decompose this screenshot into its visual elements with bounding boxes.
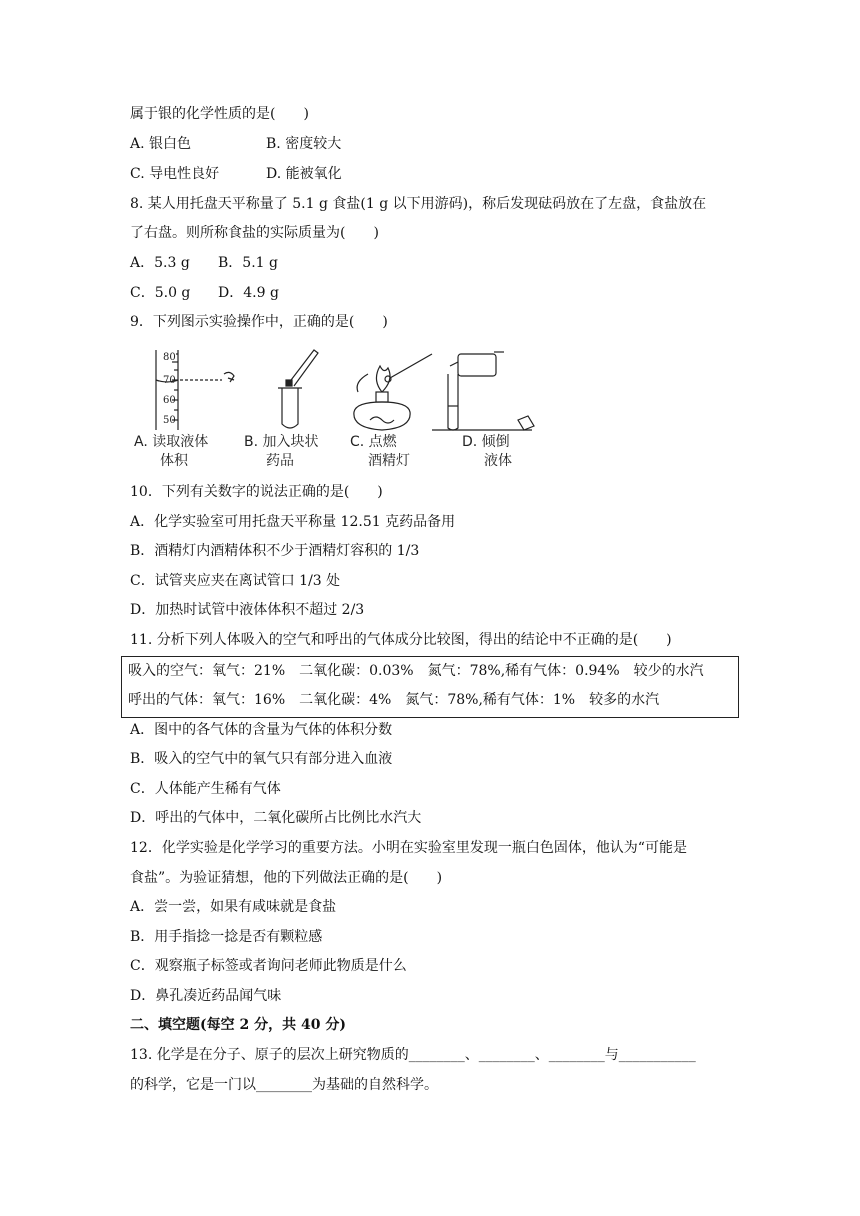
q9-figure <box>132 344 542 432</box>
q12-option-d: D．鼻孔凑近药品闻气味 <box>130 988 282 1004</box>
q10-option-c: C．试管夹应夹在离试管口 1/3 处 <box>130 573 341 589</box>
scale-mark-80: 80 <box>163 352 176 363</box>
section-heading: 二、填空题(每空 2 分，共 40 分) <box>130 1017 346 1033</box>
q13-stem-line2: 的科学，它是一门以________为基础的自然科学。 <box>130 1077 438 1093</box>
q7-option-b: B. 密度较大 <box>266 136 342 152</box>
q8-option-d: D．4.9 g <box>218 285 279 301</box>
test-tube-tweezers-icon <box>278 350 318 428</box>
q9-stem: 9．下列图示实验操作中，正确的是( ) <box>130 314 388 330</box>
q12-stem-line1: 12．化学实验是化学学习的重要方法。小明在实验室里发现一瓶白色固体，他认为“可能是 <box>130 840 687 856</box>
pouring-liquid-icon <box>432 352 534 430</box>
q11-inhaled-air-row: 吸入的空气：氧气：21% 二氧化碳：0.03% 氮气：78%,稀有气体：0.94% 较少的水汽 <box>128 663 704 679</box>
scale-mark-70: 70 <box>163 375 176 386</box>
q8-option-c: C．5.0 g <box>130 285 191 301</box>
q7-stem: 属于银的化学性质的是( ) <box>130 106 309 122</box>
q7-option-d: D. 能被氧化 <box>266 166 342 182</box>
q12-option-a: A．尝一尝，如果有咸味就是食盐 <box>130 899 337 915</box>
alcohol-lamp-icon <box>354 354 432 430</box>
q8-option-a: A．5.3 g <box>130 255 190 271</box>
scale-mark-60: 60 <box>163 395 176 406</box>
q9-caption-a-line2: 体积 <box>160 453 188 469</box>
q11-option-c: C．人体能产生稀有气体 <box>130 781 281 797</box>
q9-caption-b-line1: B. 加入块状 <box>244 434 319 450</box>
q9-caption-a-line1: A. 读取液体 <box>134 434 209 450</box>
q11-exhaled-gas-row: 呼出的气体：氧气：16% 二氧化碳：4% 氮气：78%,稀有气体：1% 较多的水汽 <box>128 692 660 708</box>
q10-option-a: A．化学实验室可用托盘天平称量 12.51 克药品备用 <box>130 514 456 530</box>
q11-option-a: A．图中的各气体的含量为气体的体积分数 <box>130 722 393 738</box>
q12-option-c: C．观察瓶子标签或者询问老师此物质是什么 <box>130 958 407 974</box>
q7-option-c: C. 导电性良好 <box>130 166 220 182</box>
q9-caption-c-line1: C. 点燃 <box>350 434 397 450</box>
q9-caption-c-line2: 酒精灯 <box>368 453 410 469</box>
q10-option-b: B．酒精灯内酒精体积不少于酒精灯容积的 1/3 <box>130 543 420 559</box>
q12-stem-line2: 食盐”。为验证猜想，他的下列做法正确的是( ) <box>130 870 443 886</box>
q9-caption-d-line2: 液体 <box>484 453 512 469</box>
q7-option-a: A. 银白色 <box>130 136 192 152</box>
q11-gas-comparison-box <box>121 656 739 718</box>
q8-stem-line2: 了右盘。则所称食盐的实际质量为( ) <box>130 225 379 241</box>
q11-stem: 11. 分析下列人体吸入的空气和呼出的气体成分比较图，得出的结论中不正确的是( ) <box>130 632 672 648</box>
q11-option-d: D．呼出的气体中，二氧化碳所占比例比水汽大 <box>130 810 422 826</box>
scale-mark-50: 50 <box>163 415 176 426</box>
q10-option-d: D．加热时试管中液体体积不超过 2/3 <box>130 602 365 618</box>
q11-option-b: B．吸入的空气中的氧气只有部分进入血液 <box>130 751 393 767</box>
q12-option-b: B．用手指捻一捻是否有颗粒感 <box>130 929 323 945</box>
q9-caption-b-line2: 药品 <box>266 453 294 469</box>
q9-caption-d-line1: D. 倾倒 <box>462 434 510 450</box>
q8-option-b: B．5.1 g <box>218 255 278 271</box>
q8-stem-line1: 8. 某人用托盘天平称量了 5.1 g 食盐(1 g 以下用游码)，称后发现砝码放在了左盘，食盐放在 <box>130 196 707 212</box>
q10-stem: 10．下列有关数字的说法正确的是( ) <box>130 484 383 500</box>
q13-stem-line1: 13. 化学是在分子、原子的层次上研究物质的________、________、________与___________ <box>130 1047 696 1063</box>
